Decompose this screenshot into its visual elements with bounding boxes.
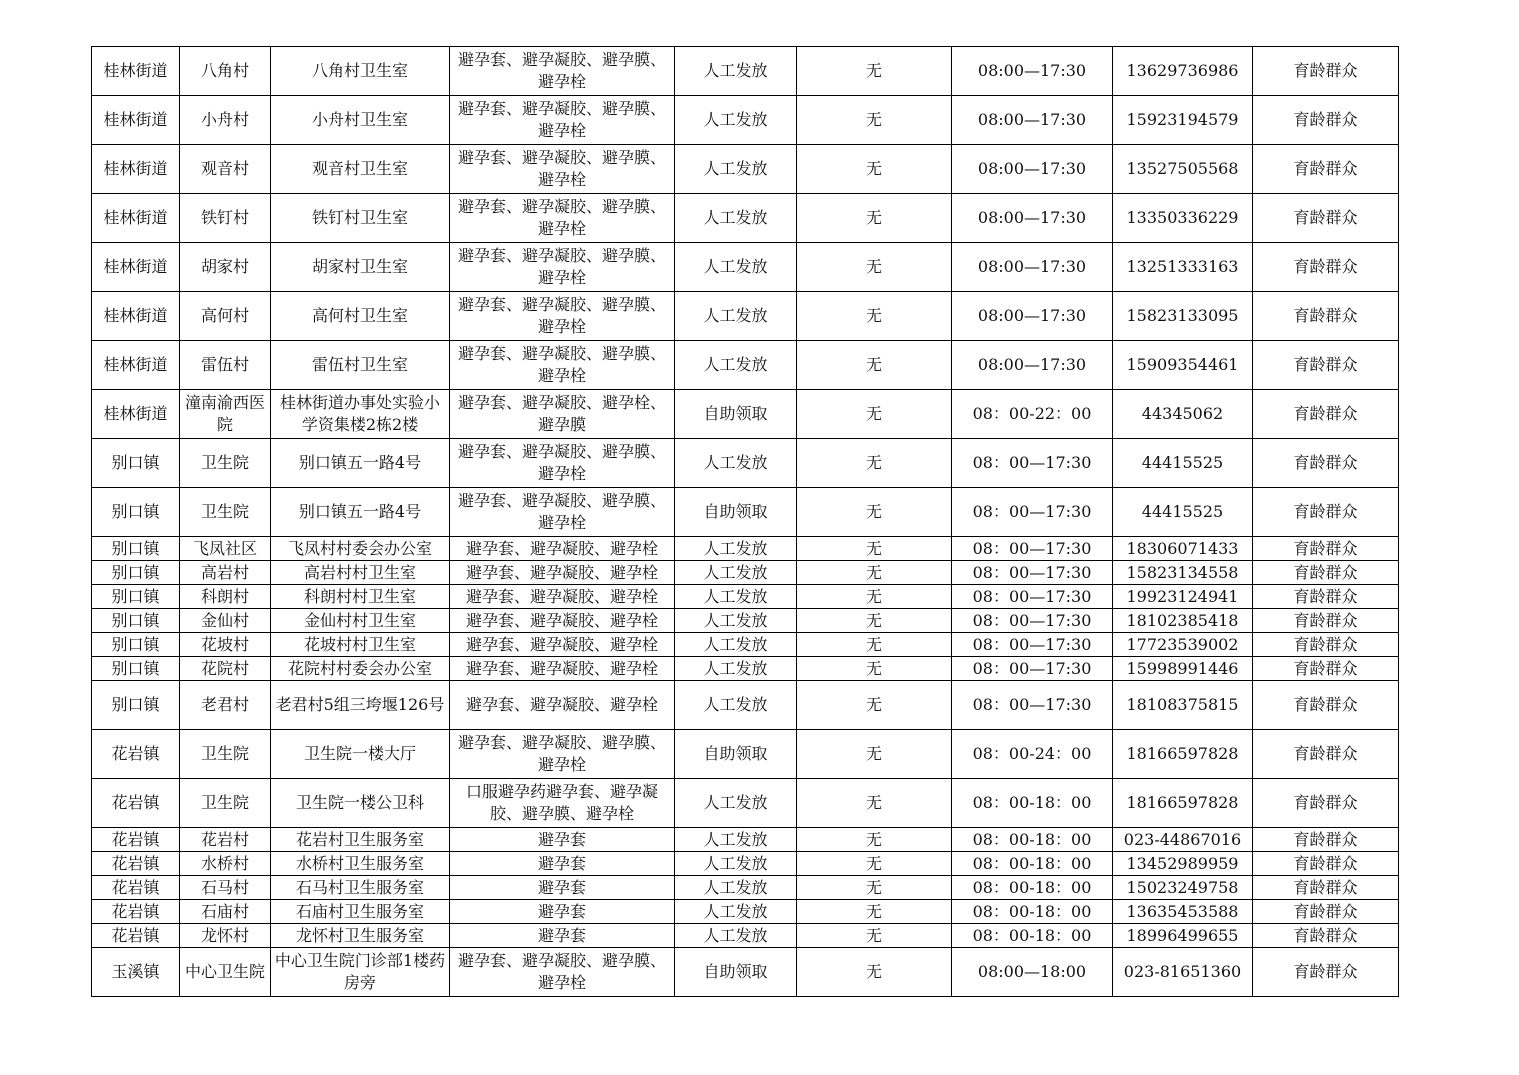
- fee-cell: 无: [797, 243, 952, 292]
- supplies-cell: 避孕套、避孕凝胶、避孕膜、避孕栓: [450, 47, 675, 96]
- method-cell: 自助领取: [675, 948, 797, 997]
- fee-cell: 无: [797, 900, 952, 924]
- table-row: [92, 585, 1399, 609]
- method-cell: 人工发放: [675, 194, 797, 243]
- supplies-cell: 避孕套、避孕凝胶、避孕膜、避孕栓: [450, 292, 675, 341]
- address-cell: 卫生院一楼公卫科: [271, 779, 450, 828]
- phone-cell: 17723539002: [1113, 633, 1253, 657]
- supplies-cell: 避孕套: [450, 924, 675, 948]
- site-cell: 高岩村: [180, 561, 271, 585]
- supplies-cell: 避孕套: [450, 900, 675, 924]
- fee-cell: 无: [797, 876, 952, 900]
- hours-cell: 08:00—18:00: [952, 948, 1113, 997]
- address-cell: 花院村村委会办公室: [271, 657, 450, 681]
- site-cell: 卫生院: [180, 488, 271, 537]
- target-cell: 育龄群众: [1253, 779, 1399, 828]
- street-cell: 别口镇: [92, 633, 180, 657]
- supplies-cell: 避孕套、避孕凝胶、避孕栓: [450, 681, 675, 730]
- phone-cell: 023-81651360: [1113, 948, 1253, 997]
- address-cell: 铁钉村卫生室: [271, 194, 450, 243]
- site-cell: 飞凤社区: [180, 537, 271, 561]
- table-row: [92, 243, 1399, 292]
- hours-cell: 08：00—17:30: [952, 488, 1113, 537]
- hours-cell: 08：00-22：00: [952, 390, 1113, 439]
- site-cell: 石马村: [180, 876, 271, 900]
- address-cell: 雷伍村卫生室: [271, 341, 450, 390]
- table-row: [92, 439, 1399, 488]
- target-cell: 育龄群众: [1253, 948, 1399, 997]
- method-cell: 人工发放: [675, 145, 797, 194]
- street-cell: 花岩镇: [92, 900, 180, 924]
- table-row: [92, 657, 1399, 681]
- phone-cell: 44415525: [1113, 439, 1253, 488]
- phone-cell: 19923124941: [1113, 585, 1253, 609]
- supplies-cell: 避孕套、避孕凝胶、避孕膜、避孕栓: [450, 341, 675, 390]
- hours-cell: 08：00-18：00: [952, 852, 1113, 876]
- supplies-cell: 避孕套、避孕凝胶、避孕膜、避孕栓: [450, 96, 675, 145]
- fee-cell: 无: [797, 633, 952, 657]
- supplies-cell: 避孕套、避孕凝胶、避孕栓: [450, 537, 675, 561]
- supplies-cell: 避孕套、避孕凝胶、避孕栓: [450, 585, 675, 609]
- fee-cell: 无: [797, 561, 952, 585]
- site-cell: 科朗村: [180, 585, 271, 609]
- hours-cell: 08：00—17:30: [952, 681, 1113, 730]
- supplies-cell: 避孕套、避孕凝胶、避孕膜、避孕栓: [450, 730, 675, 779]
- phone-cell: 13452989959: [1113, 852, 1253, 876]
- hours-cell: 08：00—17:30: [952, 609, 1113, 633]
- table-row: [92, 924, 1399, 948]
- target-cell: 育龄群众: [1253, 876, 1399, 900]
- fee-cell: 无: [797, 439, 952, 488]
- method-cell: 人工发放: [675, 828, 797, 852]
- hours-cell: 08：00—17:30: [952, 585, 1113, 609]
- fee-cell: 无: [797, 96, 952, 145]
- hours-cell: 08：00—17:30: [952, 657, 1113, 681]
- address-cell: 桂林街道办事处实验小学资集楼2栋2楼: [271, 390, 450, 439]
- fee-cell: 无: [797, 657, 952, 681]
- hours-cell: 08：00—17:30: [952, 537, 1113, 561]
- phone-cell: 15823134558: [1113, 561, 1253, 585]
- phone-cell: 18166597828: [1113, 779, 1253, 828]
- hours-cell: 08：00-18：00: [952, 900, 1113, 924]
- address-cell: 花岩村卫生服务室: [271, 828, 450, 852]
- target-cell: 育龄群众: [1253, 924, 1399, 948]
- fee-cell: 无: [797, 292, 952, 341]
- method-cell: 人工发放: [675, 924, 797, 948]
- hours-cell: 08：00-18：00: [952, 876, 1113, 900]
- supplies-cell: 口服避孕药避孕套、避孕凝胶、避孕膜、避孕栓: [450, 779, 675, 828]
- site-cell: 观音村: [180, 145, 271, 194]
- fee-cell: 无: [797, 194, 952, 243]
- address-cell: 观音村卫生室: [271, 145, 450, 194]
- phone-cell: 18996499655: [1113, 924, 1253, 948]
- table-row: [92, 730, 1399, 779]
- method-cell: 人工发放: [675, 537, 797, 561]
- target-cell: 育龄群众: [1253, 194, 1399, 243]
- street-cell: 别口镇: [92, 585, 180, 609]
- fee-cell: 无: [797, 47, 952, 96]
- street-cell: 桂林街道: [92, 292, 180, 341]
- street-cell: 别口镇: [92, 488, 180, 537]
- fee-cell: 无: [797, 779, 952, 828]
- phone-cell: 13635453588: [1113, 900, 1253, 924]
- street-cell: 花岩镇: [92, 852, 180, 876]
- fee-cell: 无: [797, 390, 952, 439]
- phone-cell: 18306071433: [1113, 537, 1253, 561]
- address-cell: 高何村卫生室: [271, 292, 450, 341]
- fee-cell: 无: [797, 145, 952, 194]
- phone-cell: 15909354461: [1113, 341, 1253, 390]
- site-cell: 卫生院: [180, 439, 271, 488]
- fee-cell: 无: [797, 948, 952, 997]
- street-cell: 桂林街道: [92, 341, 180, 390]
- method-cell: 人工发放: [675, 292, 797, 341]
- address-cell: 八角村卫生室: [271, 47, 450, 96]
- hours-cell: 08：00—17:30: [952, 561, 1113, 585]
- street-cell: 别口镇: [92, 609, 180, 633]
- street-cell: 桂林街道: [92, 243, 180, 292]
- table-row: [92, 194, 1399, 243]
- fee-cell: 无: [797, 730, 952, 779]
- street-cell: 花岩镇: [92, 924, 180, 948]
- hours-cell: 08：00—17:30: [952, 439, 1113, 488]
- phone-cell: 13527505568: [1113, 145, 1253, 194]
- method-cell: 自助领取: [675, 390, 797, 439]
- street-cell: 花岩镇: [92, 779, 180, 828]
- street-cell: 桂林街道: [92, 194, 180, 243]
- street-cell: 花岩镇: [92, 876, 180, 900]
- target-cell: 育龄群众: [1253, 292, 1399, 341]
- target-cell: 育龄群众: [1253, 390, 1399, 439]
- method-cell: 自助领取: [675, 488, 797, 537]
- fee-cell: 无: [797, 537, 952, 561]
- phone-cell: 18102385418: [1113, 609, 1253, 633]
- site-cell: 花岩村: [180, 828, 271, 852]
- supplies-cell: 避孕套、避孕凝胶、避孕栓: [450, 561, 675, 585]
- address-cell: 老君村5组三垮堰126号: [271, 681, 450, 730]
- supplies-cell: 避孕套、避孕凝胶、避孕膜、避孕栓: [450, 948, 675, 997]
- table-row: [92, 852, 1399, 876]
- table-row: [92, 292, 1399, 341]
- method-cell: 人工发放: [675, 779, 797, 828]
- phone-cell: 18108375815: [1113, 681, 1253, 730]
- method-cell: 人工发放: [675, 609, 797, 633]
- site-cell: 胡家村: [180, 243, 271, 292]
- hours-cell: 08:00—17:30: [952, 243, 1113, 292]
- table-row: [92, 561, 1399, 585]
- table-row: [92, 828, 1399, 852]
- street-cell: 桂林街道: [92, 47, 180, 96]
- supplies-cell: 避孕套、避孕凝胶、避孕膜、避孕栓: [450, 488, 675, 537]
- street-cell: 桂林街道: [92, 145, 180, 194]
- hours-cell: 08:00—17:30: [952, 194, 1113, 243]
- target-cell: 育龄群众: [1253, 681, 1399, 730]
- table-row: [92, 537, 1399, 561]
- address-cell: 石庙村卫生服务室: [271, 900, 450, 924]
- hours-cell: 08：00-18：00: [952, 828, 1113, 852]
- table-row: [92, 488, 1399, 537]
- supplies-cell: 避孕套: [450, 828, 675, 852]
- phone-cell: 13350336229: [1113, 194, 1253, 243]
- table-row: [92, 633, 1399, 657]
- target-cell: 育龄群众: [1253, 730, 1399, 779]
- table-row: [92, 609, 1399, 633]
- site-cell: 雷伍村: [180, 341, 271, 390]
- target-cell: 育龄群众: [1253, 900, 1399, 924]
- phone-cell: 15923194579: [1113, 96, 1253, 145]
- table-body: [92, 47, 1399, 997]
- target-cell: 育龄群众: [1253, 585, 1399, 609]
- street-cell: 别口镇: [92, 657, 180, 681]
- site-cell: 高何村: [180, 292, 271, 341]
- phone-cell: 13629736986: [1113, 47, 1253, 96]
- address-cell: 卫生院一楼大厅: [271, 730, 450, 779]
- address-cell: 别口镇五一路4号: [271, 439, 450, 488]
- method-cell: 人工发放: [675, 47, 797, 96]
- fee-cell: 无: [797, 681, 952, 730]
- target-cell: 育龄群众: [1253, 537, 1399, 561]
- method-cell: 自助领取: [675, 730, 797, 779]
- target-cell: 育龄群众: [1253, 488, 1399, 537]
- site-cell: 水桥村: [180, 852, 271, 876]
- target-cell: 育龄群众: [1253, 657, 1399, 681]
- method-cell: 人工发放: [675, 341, 797, 390]
- phone-cell: 44345062: [1113, 390, 1253, 439]
- supplies-cell: 避孕套、避孕凝胶、避孕膜、避孕栓: [450, 145, 675, 194]
- target-cell: 育龄群众: [1253, 609, 1399, 633]
- site-cell: 卫生院: [180, 730, 271, 779]
- target-cell: 育龄群众: [1253, 341, 1399, 390]
- street-cell: 桂林街道: [92, 96, 180, 145]
- table-row: [92, 390, 1399, 439]
- address-cell: 高岩村村卫生室: [271, 561, 450, 585]
- address-cell: 中心卫生院门诊部1楼药房旁: [271, 948, 450, 997]
- method-cell: 人工发放: [675, 900, 797, 924]
- method-cell: 人工发放: [675, 681, 797, 730]
- phone-cell: 15023249758: [1113, 876, 1253, 900]
- phone-cell: 023-44867016: [1113, 828, 1253, 852]
- fee-cell: 无: [797, 341, 952, 390]
- address-cell: 花坡村村卫生室: [271, 633, 450, 657]
- target-cell: 育龄群众: [1253, 439, 1399, 488]
- site-cell: 老君村: [180, 681, 271, 730]
- street-cell: 桂林街道: [92, 390, 180, 439]
- table-row: [92, 47, 1399, 96]
- table-row: [92, 145, 1399, 194]
- hours-cell: 08：00-24：00: [952, 730, 1113, 779]
- fee-cell: 无: [797, 585, 952, 609]
- address-cell: 别口镇五一路4号: [271, 488, 450, 537]
- site-cell: 石庙村: [180, 900, 271, 924]
- street-cell: 别口镇: [92, 681, 180, 730]
- hours-cell: 08：00-18：00: [952, 779, 1113, 828]
- phone-cell: 44415525: [1113, 488, 1253, 537]
- target-cell: 育龄群众: [1253, 96, 1399, 145]
- address-cell: 飞凤村村委会办公室: [271, 537, 450, 561]
- hours-cell: 08:00—17:30: [952, 341, 1113, 390]
- method-cell: 人工发放: [675, 585, 797, 609]
- method-cell: 人工发放: [675, 876, 797, 900]
- address-cell: 龙怀村卫生服务室: [271, 924, 450, 948]
- hours-cell: 08：00—17:30: [952, 633, 1113, 657]
- target-cell: 育龄群众: [1253, 828, 1399, 852]
- address-cell: 科朗村村卫生室: [271, 585, 450, 609]
- table-row: [92, 876, 1399, 900]
- supplies-cell: 避孕套、避孕凝胶、避孕膜、避孕栓: [450, 243, 675, 292]
- supplies-cell: 避孕套: [450, 876, 675, 900]
- target-cell: 育龄群众: [1253, 47, 1399, 96]
- method-cell: 人工发放: [675, 439, 797, 488]
- site-cell: 金仙村: [180, 609, 271, 633]
- site-cell: 小舟村: [180, 96, 271, 145]
- target-cell: 育龄群众: [1253, 561, 1399, 585]
- supplies-cell: 避孕套: [450, 852, 675, 876]
- site-cell: 中心卫生院: [180, 948, 271, 997]
- target-cell: 育龄群众: [1253, 145, 1399, 194]
- address-cell: 金仙村村卫生室: [271, 609, 450, 633]
- phone-cell: 15823133095: [1113, 292, 1253, 341]
- street-cell: 玉溪镇: [92, 948, 180, 997]
- supplies-cell: 避孕套、避孕凝胶、避孕膜、避孕栓: [450, 439, 675, 488]
- street-cell: 别口镇: [92, 439, 180, 488]
- hours-cell: 08:00—17:30: [952, 292, 1113, 341]
- site-cell: 卫生院: [180, 779, 271, 828]
- site-cell: 花院村: [180, 657, 271, 681]
- target-cell: 育龄群众: [1253, 852, 1399, 876]
- method-cell: 人工发放: [675, 633, 797, 657]
- supplies-cell: 避孕套、避孕凝胶、避孕栓: [450, 609, 675, 633]
- supplies-cell: 避孕套、避孕凝胶、避孕栓: [450, 657, 675, 681]
- supplies-cell: 避孕套、避孕凝胶、避孕栓: [450, 633, 675, 657]
- hours-cell: 08:00—17:30: [952, 47, 1113, 96]
- table-row: [92, 96, 1399, 145]
- distribution-sites-table: [91, 46, 1399, 997]
- method-cell: 人工发放: [675, 852, 797, 876]
- address-cell: 水桥村卫生服务室: [271, 852, 450, 876]
- table-row: [92, 948, 1399, 997]
- fee-cell: 无: [797, 609, 952, 633]
- fee-cell: 无: [797, 488, 952, 537]
- fee-cell: 无: [797, 828, 952, 852]
- table-row: [92, 341, 1399, 390]
- site-cell: 花坡村: [180, 633, 271, 657]
- address-cell: 胡家村卫生室: [271, 243, 450, 292]
- target-cell: 育龄群众: [1253, 243, 1399, 292]
- method-cell: 人工发放: [675, 243, 797, 292]
- phone-cell: 13251333163: [1113, 243, 1253, 292]
- fee-cell: 无: [797, 924, 952, 948]
- hours-cell: 08:00—17:30: [952, 145, 1113, 194]
- street-cell: 花岩镇: [92, 730, 180, 779]
- table-row: [92, 681, 1399, 730]
- target-cell: 育龄群众: [1253, 633, 1399, 657]
- address-cell: 石马村卫生服务室: [271, 876, 450, 900]
- site-cell: 八角村: [180, 47, 271, 96]
- hours-cell: 08：00-18：00: [952, 924, 1113, 948]
- method-cell: 人工发放: [675, 657, 797, 681]
- street-cell: 花岩镇: [92, 828, 180, 852]
- site-cell: 龙怀村: [180, 924, 271, 948]
- table-row: [92, 900, 1399, 924]
- fee-cell: 无: [797, 852, 952, 876]
- site-cell: 铁钉村: [180, 194, 271, 243]
- street-cell: 别口镇: [92, 537, 180, 561]
- table-row: [92, 779, 1399, 828]
- supplies-cell: 避孕套、避孕凝胶、避孕膜、避孕栓: [450, 194, 675, 243]
- method-cell: 人工发放: [675, 96, 797, 145]
- supplies-cell: 避孕套、避孕凝胶、避孕栓、避孕膜: [450, 390, 675, 439]
- phone-cell: 15998991446: [1113, 657, 1253, 681]
- hours-cell: 08:00—17:30: [952, 96, 1113, 145]
- method-cell: 人工发放: [675, 561, 797, 585]
- site-cell: 潼南渝西医院: [180, 390, 271, 439]
- address-cell: 小舟村卫生室: [271, 96, 450, 145]
- street-cell: 别口镇: [92, 561, 180, 585]
- phone-cell: 18166597828: [1113, 730, 1253, 779]
